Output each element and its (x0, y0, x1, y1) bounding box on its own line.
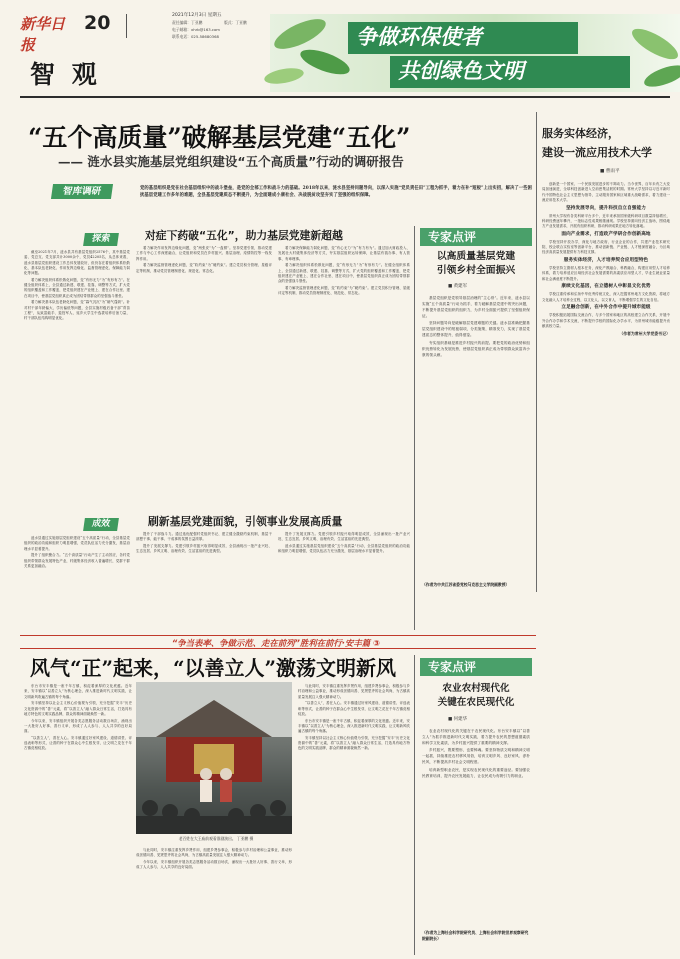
paragraph: 涟水县通过实施基层党组织建设“五个高质量”行动，全县基层党组织的政治功能和组织力明显增强，党员队伍活力充分激发，基层治理水平显著提升。 (24, 536, 130, 551)
right-subheading-4: 康续文化基因，在立德树人中彰显文化优势 (561, 284, 651, 290)
paragraph: 安丰镇坚持以社会主义核心价值观为引领，充分挖掘“安丰”历史文化资源中的“善”元素，将“以善立人”融入群众日常生活，打造具有地方特色的文明实践品牌，群众的精神面貌焕然一新。 (24, 701, 132, 716)
paragraph: 与此同时，安丰镇注重发挥乡贤作用，组建乡贤参事会，积极参与乡村治理和公益事业，推动形成崇德向善、见贤思齐的社会风尚，为古镇高质量发展注入强大精神动力。 (136, 848, 292, 858)
paragraph: 夯实组织基础是推进乡村振兴的前提。要把党的政治优势和组织优势转化为发展优势，使基层党组织真正成为带领群众致富奔小康的领头雁。 (422, 340, 530, 357)
results-tag: 成效 (83, 518, 119, 531)
results-title: 刷新基层党建面貌，引领事业发展高质量 (148, 515, 343, 528)
photo-caption: 老百姓在大王庙前观看淮剧演出。 丁亚鹏 摄 (178, 836, 254, 841)
paragraph: 东台市安丰镇是一座千年古镇，积淀着深厚的文化底蕴。近年来，安丰镇以“以善立人”为核心理念，深入推进新时代文明实践，让文明新风吹遍古镇的每个角落。 (24, 684, 132, 699)
right-article-body (542, 182, 670, 942)
expert-2-body (422, 728, 530, 928)
masthead (0, 0, 680, 118)
paragraph: 提升了发展支撑力。党建引领乡村振兴取得明显成效，全县涌现出一批产业兴旺、生态宜居、乡风文明、治理有效、生活富裕的先进典型。 (136, 543, 272, 554)
results-column-1 (24, 536, 130, 632)
campaign-strip (20, 635, 536, 649)
expert-1-author-note: （作者为中共江苏省委党校马克思主义学院副教授） (422, 582, 510, 587)
expert-1-body (422, 295, 530, 581)
right-subheading-3: 服务实体经济，人才培养契合应用型特色 (563, 258, 649, 264)
paragraph: “以善立人”，善在人心。安丰镇通过好家风建设、道德讲堂、评选表彰等形式，让善的种子在群众心中生根发芽，让文明之花在千年古镇竞相绽放。 (298, 701, 410, 716)
paragraph: 着力解决组织体系松散化问题，变“有形无力”为“有形有力”。在健全组织体系上，全县通过新建、联建、挂靠、调整等方式，扩大党的组织覆盖和工作覆盖，把党组织建在产业链上、建在合作社里、建在项目中，使基层党组织真正成为团结带领群众的坚强战斗堡垒。 (278, 263, 410, 284)
paragraph: 坚持问题导向是破解基层党建难题的关键。涟水县准确把握基层党组织建设中的短板弱项，分类施策，精准发力，实现了基层党建质态的整体提升，值得借鉴。 (422, 321, 530, 338)
paragraph: 着力解决基本队伍老龄化问题，变“暮气沉沉”为“朝气蓬勃”。针对村干部年龄偏大、学历偏低等问题，全县实施村级后备干部“青苗工程”，从致富能手、退役军人、返乡大学生中选拔培养后备力量，村干部队伍结构明显优化。 (24, 300, 130, 321)
feature-column-3 (298, 684, 410, 952)
campaign-banner (270, 14, 680, 92)
paragraph: 基层党组织是党领导基层治理的“主心骨”。近年来，涟水县以实施“五个高质量”行动为抓手，着力破解基层党建中的突出问题，不断提升基层党组织的组织力，为乡村全面振兴提供了坚强组织保证。 (422, 296, 530, 318)
paragraph: 着力解决保障能力弱化问题，变“有心无力”为“有力有为”。通过加大财政投入、发展壮大村级集体经济等方式，夯实基层组织运转保障，让基层有钱办事、有人管事、有章理事。 (278, 246, 410, 261)
paragraph: 学校坚持立德树人根本任务，深化产教融合、科教融合，构建应用型人才培养体系，着力培养适应区域经济社会发展需要的高素质应用型人才，毕业生就业质量和社会满意度不断提升。 (542, 266, 670, 281)
expert-1-author: ■ 黄建军 (448, 284, 468, 289)
paragraph: 截至2021年7月，涟水县共有基层党组织2576个，其中基层党委、党总支、党支部共计3000余个，党员42205名，从总体来看，涟水县基层党组织建设工作总体发展较好，但仍存在着组织体系松散化、基本队伍老龄化、作用发挥边缘化、监督管理虚化、保障能力弱化等问题。 (24, 250, 130, 276)
paragraph: 东台市安丰镇是一座千年古镇，积淀着深厚的文化底蕴。近年来，安丰镇以“以善立人”为核心理念，深入推进新时代文明实践，让文明新风吹遍古镇的每个角落。 (298, 718, 410, 734)
section-title: 智 观 (30, 60, 101, 89)
results-column-2 (136, 532, 272, 632)
paragraph: 今年以来，安丰镇组织开展各类志愿服务活动数百场次，涌现出一大批好人好事、善行义举，形成了人人参与、人人共享的良好局面。 (24, 718, 132, 734)
paragraph: “以善立人”，善在人心。安丰镇通过好家风建设、道德讲堂、评选表彰等形式，让善的种子在群众心中生根发芽，让文明之花在千年古镇竞相绽放。 (24, 735, 132, 751)
expert-2-author-note: （作者为上海社会科学院研究员、上海社会科学院世界观察研究院副院长） (422, 930, 529, 941)
explore-column-1 (24, 250, 130, 513)
paragraph: 学校注重传承和弘扬中华优秀传统文化，深入挖掘常州地方文化资源，将地方文化融入人才培养全过程，以文化人、以文育人，不断增强学生的文化自信。 (542, 292, 670, 302)
right-article-author: ■ 曹雨平 (600, 169, 620, 174)
headline-title: “五个高质量”破解基层党建“五化” (28, 123, 411, 152)
right-subheading-1: 坚持发展导向，提升科技自立自强能力 (566, 205, 646, 211)
banner-line-1: 争做环保使者 (348, 22, 578, 54)
paragraph: 提升了发展支撑力。党建引领乡村振兴取得明显成效，全县涌现出一批产业兴旺、生态宜居、乡风文明、治理有效、生活富裕的先进典型。 (278, 532, 410, 542)
campaign-strip-text: “争当表率、争做示范、走在前列”胜利在前行·安丰篇 ③ (171, 638, 381, 648)
right-subheading-2: 面向产业需求，打造政产学研合作创新高地 (561, 231, 651, 237)
explore-title: 对症下药破“五化”，助力基层党建新超越 (145, 229, 343, 242)
expert-2-author: ■ 何建华 (448, 717, 468, 722)
feature-column-2 (136, 848, 292, 952)
masthead-email: 电子邮箱：xhrb@163.com (172, 27, 220, 32)
banner-line-2: 共创绿色文明 (390, 56, 630, 88)
paragraph: 创新是一个国家、一个民族发展进步的不竭动力。当今世界，百年未有之大变局加速演进，全球科技创新进入空前密集活跃的时期。常州大学坚持以习近平新时代中国特色社会主义思想为指导，主动服务国家和区域重大战略需求，着力建设一流应用技术大学。 (542, 182, 670, 202)
paragraph: 乡村振兴，既要塑形，也要铸魂。要坚持物质文明和精神文明一起抓，持续推进农村移风易俗，培育文明乡风、良好家风、淳朴民风，不断提高乡村社会文明程度。 (422, 748, 530, 765)
expert-1-rule (414, 226, 415, 630)
masthead-date: 2021年12月3日 星期五 (172, 13, 222, 18)
masthead-rule (20, 96, 670, 98)
explore-column-2 (136, 246, 272, 460)
feature-title: 风气“正”起来，“以善立人”激荡文明新风 (30, 656, 397, 680)
expert-1-tag: 专家点评 (420, 228, 532, 246)
masthead-divider (126, 14, 127, 38)
paragraph: 农业农村现代化的关键在于农民现代化。东台安丰镇以“以善立人”为抓手推进新时代文明实践，着力提升农民的思想道德素质和科学文化素质，为乡村振兴提供了重要的精神支撑。 (422, 729, 530, 745)
explore-column-3 (278, 246, 410, 460)
paragraph: 今年以来，安丰镇组织开展各类志愿服务活动数百场次，涌现出一大批好人好事、善行义举，形成了人人参与、人人共享的良好局面。 (136, 859, 292, 870)
right-column-rule (536, 112, 537, 592)
expert-2-tag: 专家点评 (420, 658, 532, 676)
paragraph: 常州大学现有各类科研平台多个，近年来承担国家级科研项目数量持续增长，科研经费逐年攀升，一批标志性成果相继涌现。学校坚持面向经济主战场，围绕地方产业发展需求，开展有组织科研，推动科研成果在地方转化落地。 (542, 213, 670, 229)
masthead-editor: 责任编辑：丁亚鹏 (172, 20, 203, 25)
expert-2-rule (414, 655, 415, 955)
paragraph: 培育新型职业农民，是实现农民现代化的重要途径。要加强农民教育培训，提升农民发展能力，让农民成为有吸引力的职业。 (422, 767, 530, 778)
paragraph: 学校积极拓展国际交流合作，与多个国家和地区的高校建立合作关系，开展中外合作办学和学术交流，不断提升学校的国际化办学水平，为常州城市能级提升贡献高校力量。 (542, 313, 670, 328)
paragraph: 与此同时，安丰镇注重发挥乡贤作用，组建乡贤参事会，积极参与乡村治理和公益事业，推动形成崇德向善、见贤思齐的社会风尚，为古镇高质量发展注入强大精神动力。 (298, 684, 410, 699)
paragraph: 着力解决监督管理虚化问题，变“软约束”为“硬约束”。建立党员积分管理、星级评定等机制，推动党员管理制度化、规范化、常态化。 (278, 285, 410, 296)
right-article-title: 服务实体经济， 建设一流应用技术大学 (542, 127, 652, 159)
results-column-3 (278, 532, 410, 632)
expert-2-title: 农业农村现代化 关键在农民现代化 (437, 683, 515, 708)
feature-column-1 (24, 684, 132, 952)
paragraph: 提升了干部战斗力。通过选优配强村党组织书记、建立健全激励约束机制，基层干部想干事、能干事、干成事的氛围日益浓厚。 (136, 532, 272, 542)
expert-1-title: 以高质量基层党建 引领乡村全面振兴 (436, 251, 516, 276)
paragraph: 学校坚持开放办学，深化与地方政府、行业企业的合作，共建产业技术研究院、校企联合实验室等创新平台，推动创新链、产业链、人才链深度融合，为区域经济高质量发展提供有力科技支撑。 (542, 239, 670, 255)
photo-scene-icon (136, 682, 292, 834)
newspaper-logo: 新华日报 (20, 15, 66, 54)
right-author-note: （作者为常州大学党委书记） (619, 330, 670, 336)
paragraph: 安丰镇坚持以社会主义核心价值观为引领，充分挖掘“安丰”历史文化资源中的“善”元素，将“以善立人”融入群众日常生活，打造具有地方特色的文明实践品牌，群众的精神面貌焕然一新。 (298, 735, 410, 751)
opera-photo (136, 682, 292, 834)
masthead-designer: 版式：丁亚鹏 (224, 20, 247, 25)
paragraph: 涟水县通过实施基层党组织建设“五个高质量”行动，全县基层党组织的政治功能和组织力明显增强，党员队伍活力充分激发，基层治理水平显著提升。 (278, 543, 410, 554)
right-subheading-5: 立足融合创新，在中外合作中提升城市能级 (561, 305, 651, 311)
paragraph: 提升了组织聚合力。“五个高质量”行动产生了主动效应，各村党组织带领群众发展特色产业，村级集体经济收入普遍增长，党群干群关系更加融洽。 (24, 553, 130, 568)
headline-lead: 党的基层组织是党在社会基层组织中的战斗堡垒，是党的全部工作和战斗力的基础。2018年以来，涟水县坚持问题导向，以深入实施“党员责任田”工程为抓手，着力在补“短板”上出实招，解决了一些困扰基层党建工作多年的难题，全县基层党建质态不断提升，为全面建成小康社会、决战脱贫攻坚夯实了坚强的组织保障。 (140, 186, 532, 198)
headline-subtitle: —— 涟水县实施基层党组织建设“五个高质量”行动的调研报告 (58, 154, 404, 169)
paragraph: 着力解决作用发挥边缘化问题，变“两张皮”为“一盘棋”。坚持党建引领，推动党建工作与中心工作深度融合，让党组织和党员在乡村振兴、基层治理、疫情防控等一线发挥作用。 (136, 246, 272, 261)
explore-tag: 探索 (83, 233, 119, 246)
paragraph: 着力解决监督管理虚化问题，变“软约束”为“硬约束”。建立党员积分管理、星级评定等机制，推动党员管理制度化、规范化、常态化。 (136, 263, 272, 273)
paragraph: 着力解决组织体系松散化问题，变“有形无力”为“有形有力”。在健全组织体系上，全县通过新建、联建、挂靠、调整等方式，扩大党的组织覆盖和工作覆盖，把党组织建在产业链上、建在合作社里、建在项目中，使基层党组织真正成为团结带领群众的坚强战斗堡垒。 (24, 277, 130, 298)
page-number: 20 (84, 12, 111, 34)
think-tank-tag: 智库调研 (51, 184, 113, 199)
masthead-phone: 联系电话：025-58680368 (172, 34, 219, 39)
